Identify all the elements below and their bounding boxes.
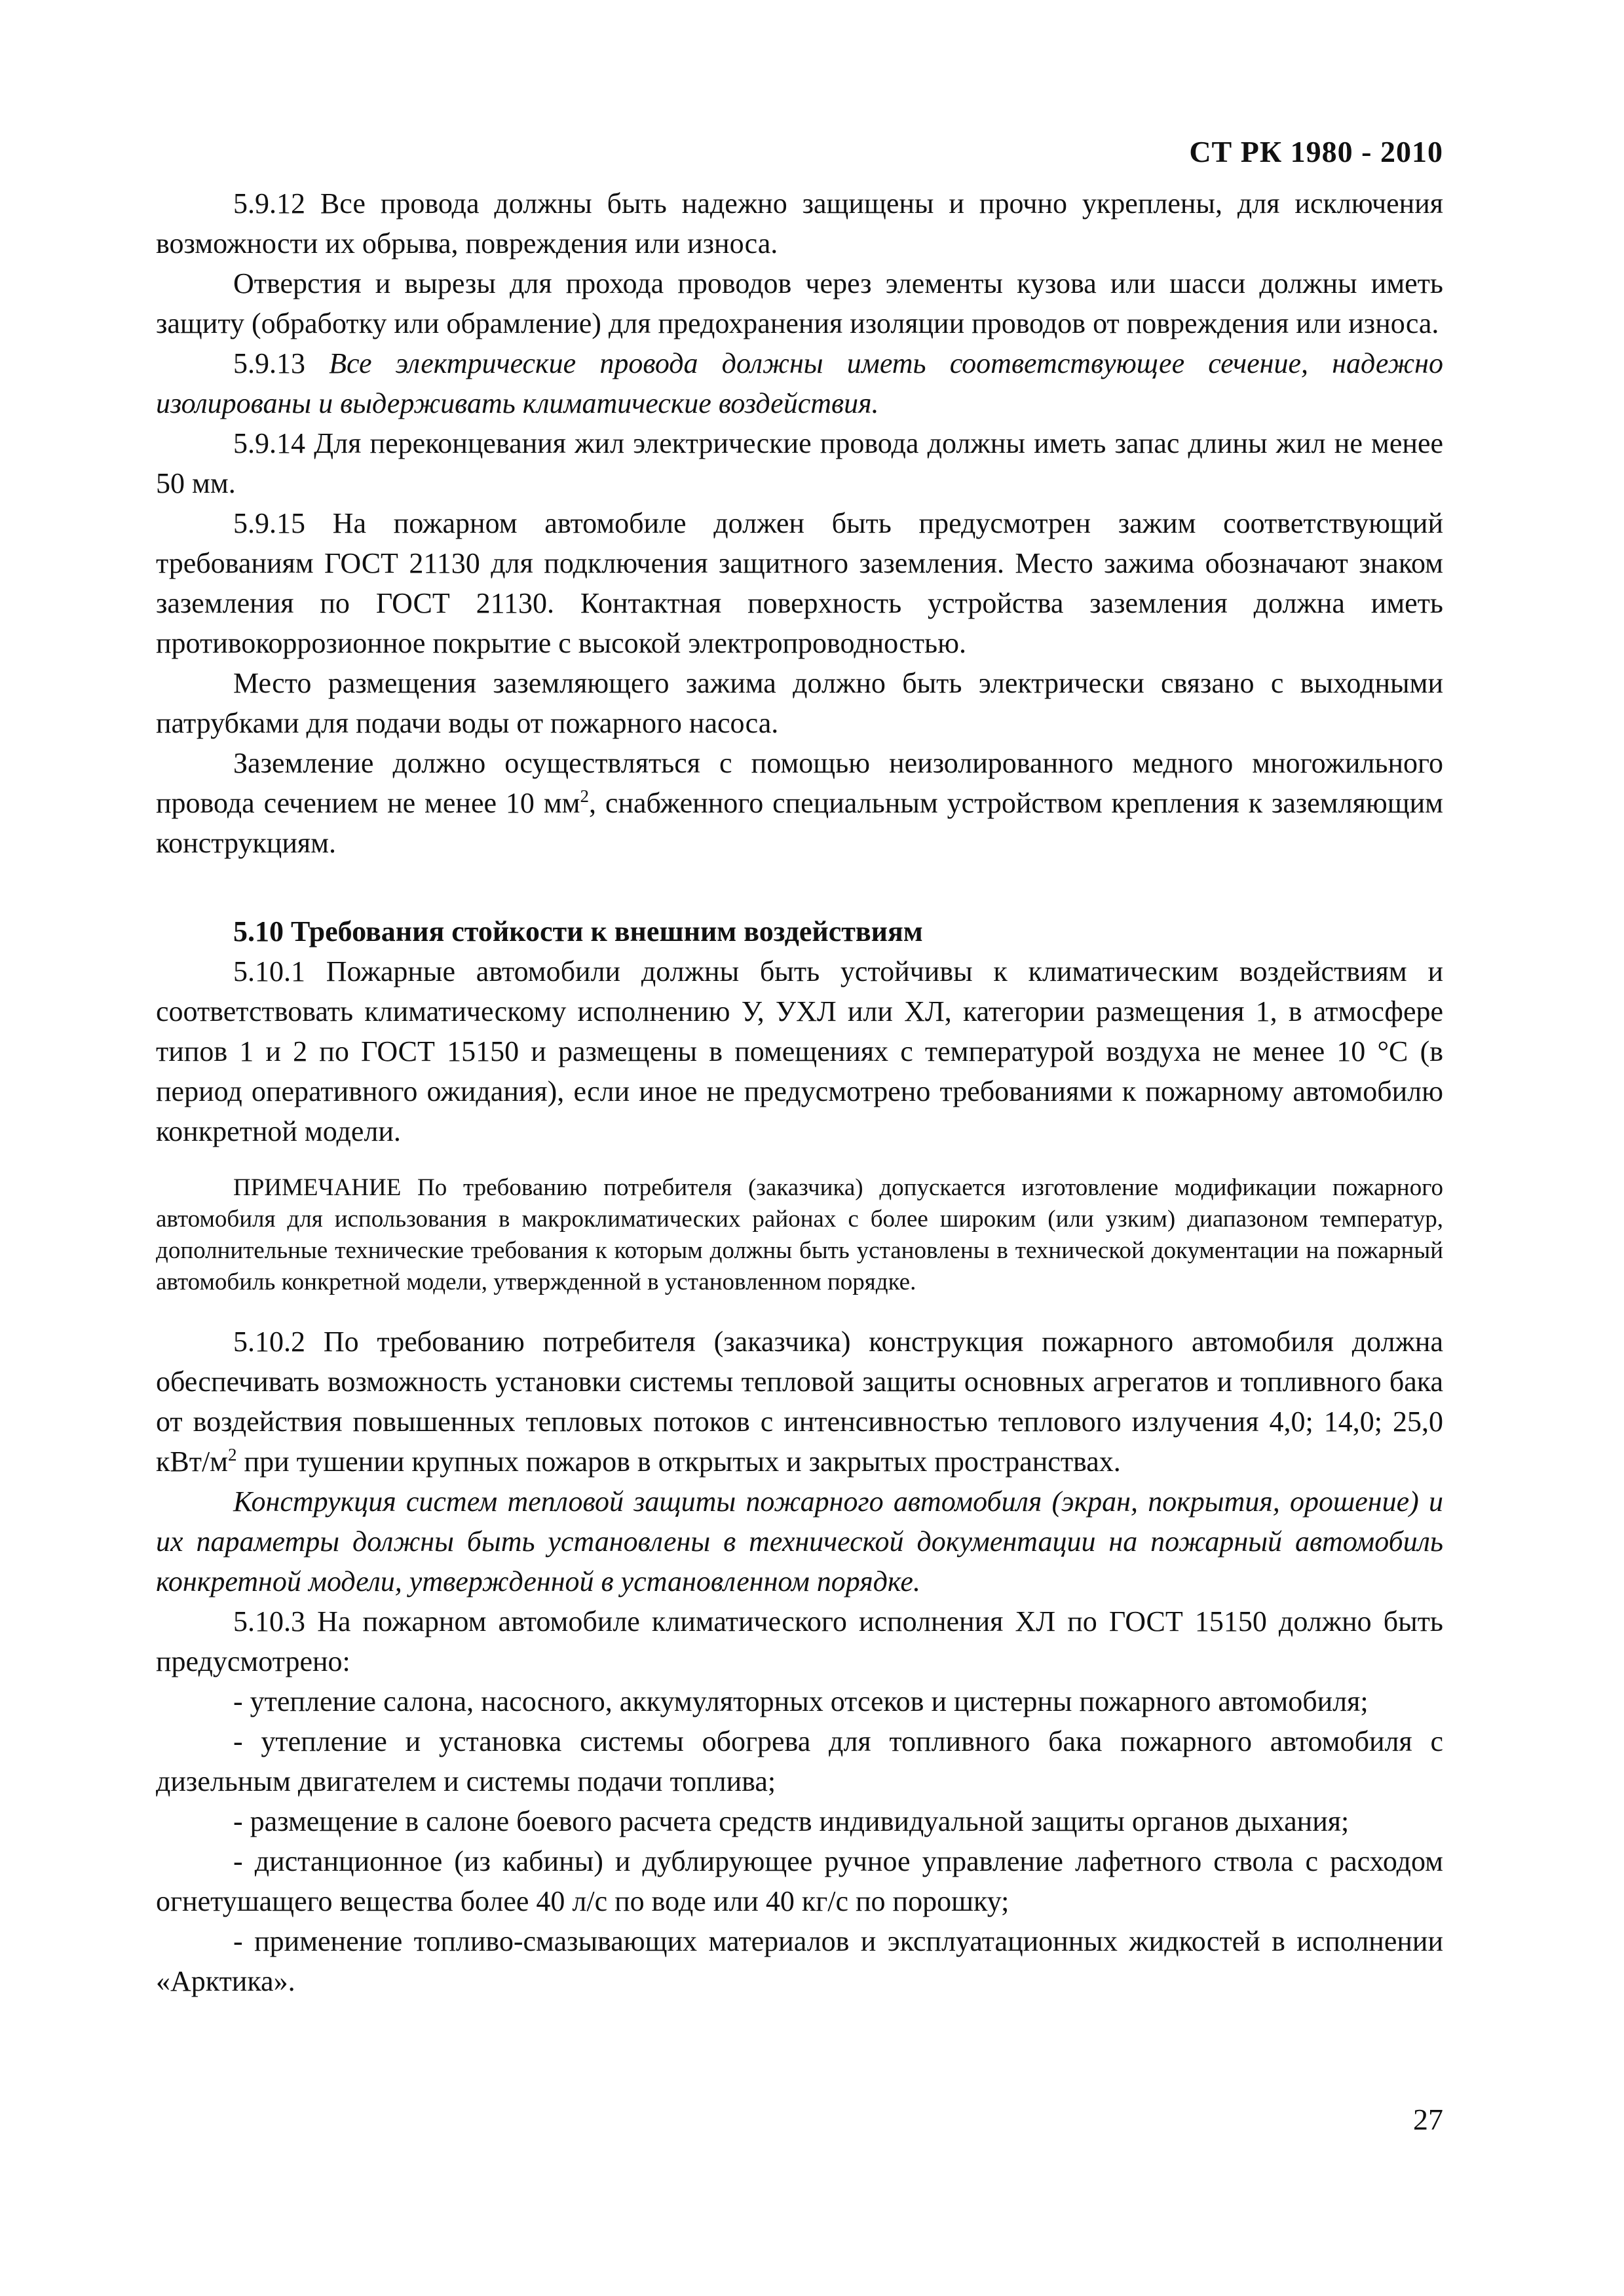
section-title-5-10: 5.10 Требования стойкости к внешним воздействиям <box>233 915 923 947</box>
list-item: - дистанционное (из кабины) и дублирующее ручное управление лафетного ствола с расходом огнетушащего вещества более 40 л/с по воде или 40 кг/с по порошку; <box>156 1845 1443 1917</box>
paragraph-5-9-14: 5.9.14 Для переконцевания жил электрические провода должны иметь запас длины жил не менее 50 мм. <box>156 427 1443 499</box>
list-item: - применение топливо-смазывающих материалов и эксплуатационных жидкостей в исполнении «Арктика». <box>156 1925 1443 1997</box>
note-paragraph: ПРИМЕЧАНИЕ По требованию потребителя (заказчика) допускается изготовление модификации пожарного автомобиля для использования в макроклиматических районах с более широким (или узким) диапазоном температур, дополнительные технические требования к которым должны быть установлены в технической документации на пожарный автомобиль конкретной модели, утвержденной в установленном порядке. <box>156 1174 1443 1295</box>
paragraph-thermal-protection-italic: Конструкция систем тепловой защиты пожарного автомобиля (экран, покрытия, орошение) и их параметры должны быть установлены в технической документации на пожарный автомобиль конкретной модели, утвержденной в установленном порядке. <box>156 1485 1443 1598</box>
paragraph-grounding <box>156 743 1443 863</box>
clause-number: 5.9.13 <box>233 347 330 379</box>
paragraph-5-10-3: 5.10.3 На пожарном автомобиле климатического исполнения ХЛ по ГОСТ 15150 должно быть предусмотрено: <box>156 1605 1443 1677</box>
page-body <box>156 183 1443 2001</box>
page-number: 27 <box>1413 2103 1443 2136</box>
paragraph-5-10-1: 5.10.1 Пожарные автомобили должны быть устойчивы к климатическим воздействиям и соответствовать климатическому исполнению У, УХЛ или ХЛ, категории размещения 1, в атмосфере типов 1 и 2 по ГОСТ 15150 и размещены в помещениях с температурой воздуха не менее 10 °С (в период оперативного ожидания), если иное не предусмотрено требованиями к пожарному автомобилю конкретной модели. <box>156 955 1443 1147</box>
grounding-text-part1: Заземление должно осуществляться с помощью неизолированного медного многожильного провода сечением не менее 10 мм <box>156 747 1443 819</box>
unit-superscript: 2 <box>228 1445 237 1464</box>
paragraph-5-9-13 <box>156 343 1443 423</box>
paragraph-clamp-placement: Место размещения заземляющего зажима должно быть электрически связано с выходными патрубками для подачи воды от пожарного насоса. <box>156 667 1443 739</box>
paragraph-5-9-12: 5.9.12 Все провода должны быть надежно защищены и прочно укреплены, для исключения возможности их обрыва, повреждения или износа. <box>156 187 1443 259</box>
paragraph-5-9-15: 5.9.15 На пожарном автомобиле должен быть предусмотрен зажим соответствующий требованиям ГОСТ 21130 для подключения защитного заземления. Место зажима обозначают знаком заземления по ГОСТ 21130. Контактная поверхность устройства заземления должна иметь противокоррозионное покрытие с высокой электропроводностью. <box>156 507 1443 659</box>
paragraph-5-10-2 <box>156 1322 1443 1482</box>
unit-superscript: 2 <box>580 786 590 806</box>
grounding-text-part2: , снабженного специальным устройством крепления к заземляющим конструкциям. <box>156 787 1443 859</box>
thermal-text-part2: при тушении крупных пожаров в открытых и закрытых пространствах. <box>236 1445 1121 1478</box>
document-id-header: СТ РК 1980 - 2010 <box>1189 135 1443 168</box>
thermal-text-part1: 5.10.2 По требованию потребителя (заказчика) конструкция пожарного автомобиля должна обеспечивать возможность установки системы тепловой защиты основных агрегатов и топливного бака от воздействия повышенных тепловых потоков с интенсивностью теплового излучения 4,0; 14,0; 25,0 кВт/м <box>156 1326 1443 1478</box>
list-item: - утепление салона, насосного, аккумуляторных отсеков и цистерны пожарного автомобиля; <box>233 1685 1369 1717</box>
paragraph-holes-protection: Отверстия и вырезы для прохода проводов через элементы кузова или шасси должны иметь защиту (обработку или обрамление) для предохранения изоляции проводов от повреждения или износа. <box>156 267 1443 339</box>
list-item: - утепление и установка системы обогрева для топливного бака пожарного автомобиля с дизельным двигателем и системы подачи топлива; <box>156 1725 1443 1797</box>
list-item: - размещение в салоне боевого расчета средств индивидуальной защиты органов дыхания; <box>233 1805 1350 1837</box>
clause-italic-text: Все электрические провода должны иметь соответствующее сечение, надежно изолированы и выдерживать климатические воздействия. <box>156 347 1444 419</box>
